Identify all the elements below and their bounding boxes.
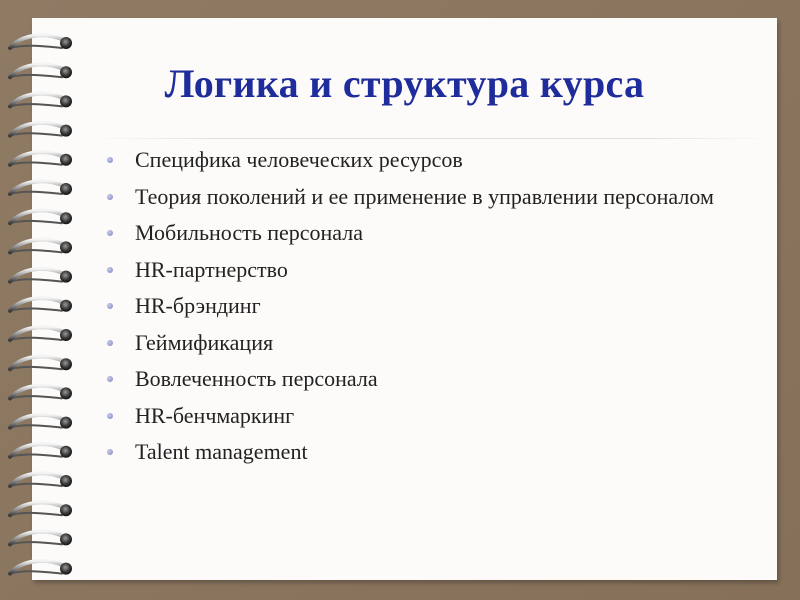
bullet-dot-icon xyxy=(107,376,113,382)
bullet-dot-icon xyxy=(107,267,113,273)
spiral-ring-icon xyxy=(10,473,72,487)
bullet-text: HR-бенчмаркинг xyxy=(135,402,295,428)
spiral-ring-icon xyxy=(10,269,72,283)
bullet-dot-icon xyxy=(107,230,113,236)
spiral-binding-icon xyxy=(0,20,90,580)
bullet-text: Теория поколений и ее применение в управлении персоналом xyxy=(135,183,714,209)
bullet-dot-icon xyxy=(107,303,113,309)
bullet-item xyxy=(98,256,738,283)
bullet-list xyxy=(98,146,738,475)
bullet-text: HR-партнерство xyxy=(135,256,288,282)
slide-title: Логика и структура курса xyxy=(164,61,645,106)
bullet-dot-icon xyxy=(107,413,113,419)
spiral-ring-icon xyxy=(10,561,72,575)
bullet-dot-icon xyxy=(107,340,113,346)
bullet-text: HR-брэндинг xyxy=(135,293,261,318)
bullet-item xyxy=(98,329,738,356)
bullet-item xyxy=(98,402,738,429)
bullet-item xyxy=(98,146,738,173)
bullet-text: Геймификация xyxy=(135,329,274,355)
spiral-ring-icon xyxy=(10,444,72,458)
spiral-ring-icon xyxy=(10,240,72,254)
spiral-ring-icon xyxy=(10,532,72,546)
spiral-ring-icon xyxy=(10,35,72,49)
spiral-ring-icon xyxy=(10,327,72,341)
spiral-ring-icon xyxy=(10,503,72,517)
bullet-dot-icon xyxy=(107,194,113,200)
bullet-text: Talent management xyxy=(135,439,308,464)
spiral-ring-icon xyxy=(10,415,72,429)
bullet-item xyxy=(98,292,738,319)
notebook-page xyxy=(32,18,777,580)
bullet-text: Специфика человеческих ресурсов xyxy=(135,147,463,172)
title-divider xyxy=(92,138,772,139)
bullet-dot-icon xyxy=(107,157,113,163)
spiral-ring-icon xyxy=(10,94,72,108)
bullet-item xyxy=(98,219,738,246)
spiral-ring-icon xyxy=(10,152,72,166)
spiral-ring-icon xyxy=(10,211,72,225)
bullet-text: Вовлеченность персонала xyxy=(135,366,378,391)
spiral-ring-icon xyxy=(10,65,72,79)
bullet-dot-icon xyxy=(107,449,113,455)
spiral-ring-icon xyxy=(10,298,72,312)
bullet-item xyxy=(98,438,738,465)
spiral-ring-icon xyxy=(10,181,72,195)
spiral-ring-icon xyxy=(10,123,72,137)
spiral-ring-icon xyxy=(10,386,72,400)
bullet-item xyxy=(98,365,738,392)
spiral-ring-icon xyxy=(10,357,72,371)
bullet-text: Мобильность персонала xyxy=(135,220,364,245)
bullet-item xyxy=(98,183,738,210)
